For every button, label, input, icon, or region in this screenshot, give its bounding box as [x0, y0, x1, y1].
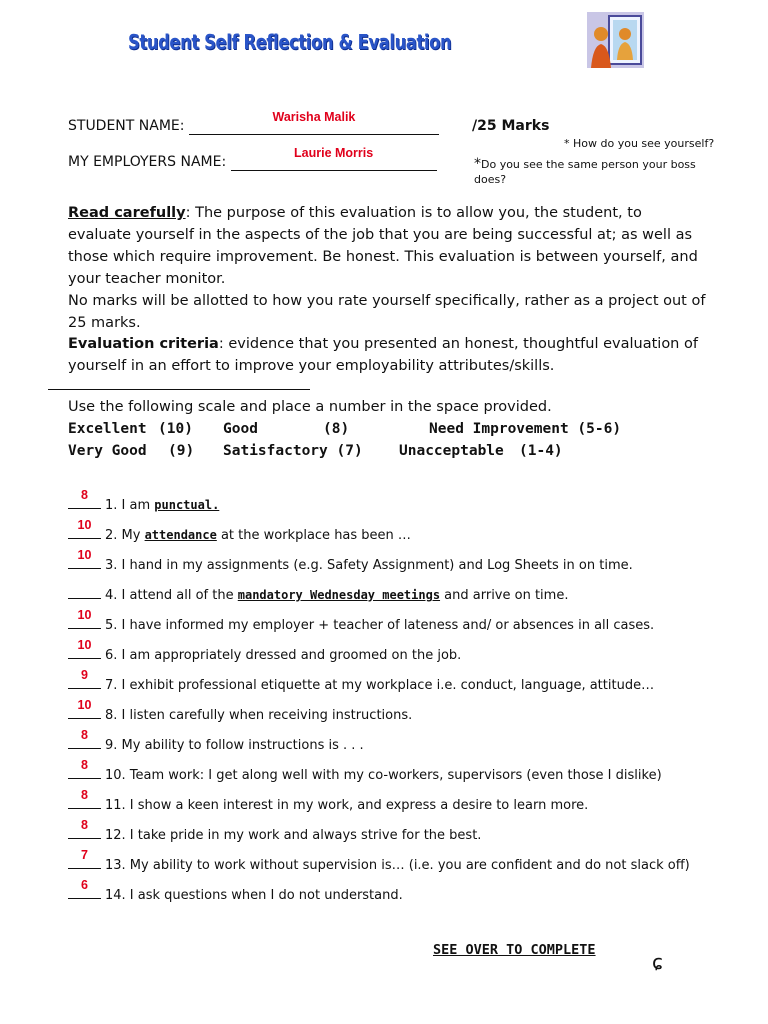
employer-name-field[interactable] — [231, 146, 437, 171]
scale-excellent: Excellent — [68, 421, 147, 437]
evaluation-criteria-label: Evaluation criteria — [68, 336, 219, 353]
note-boss-sees-cont: does? — [474, 173, 507, 186]
score-value: 10 — [77, 698, 92, 712]
evaluation-item — [68, 758, 662, 783]
score-field[interactable] — [68, 788, 101, 809]
scale-instruction: Use the following scale and place a number in the space provided. — [68, 399, 552, 415]
scale-very-good: Very Good — [68, 443, 147, 459]
note-boss-sees: *Do you see the same person your boss — [474, 156, 696, 172]
scale-satisfactory: Satisfactory (7) — [223, 443, 363, 459]
evaluation-item — [68, 638, 462, 663]
employer-name-row — [68, 146, 437, 171]
item-text: 4. I attend all of the — [105, 588, 238, 603]
evaluation-item — [68, 878, 403, 903]
evaluation-item — [68, 698, 413, 723]
read-carefully-text: : The purpose of this evaluation is to allow you, the student, to evaluate yourself in the aspects of the job that you are being successful at; as well as those which require improvement. Be honest. This evaluation is between yourself, and your teacher monitor. — [68, 205, 698, 287]
evaluation-item — [68, 818, 482, 843]
item-text: 5. I have informed my employer + teacher of lateness and/ or absences in all cases. — [105, 618, 655, 633]
item-text: 1. I am — [105, 498, 155, 513]
item-text: 7. I exhibit professional etiquette at my workplace i.e. conduct, language, attitude… — [105, 678, 655, 693]
item-keyword: attendance — [144, 528, 217, 542]
item-text: 11. I show a keen interest in my work, and express a desire to learn more. — [105, 798, 589, 813]
score-field[interactable] — [68, 488, 101, 509]
score-field[interactable] — [68, 848, 101, 869]
item-text: 8. I listen carefully when receiving instructions. — [105, 708, 413, 723]
item-text: 13. My ability to work without supervision is… (i.e. you are confident and do not slack off) — [105, 858, 690, 873]
score-value: 6 — [81, 878, 88, 892]
score-field[interactable] — [68, 878, 101, 899]
score-field[interactable] — [68, 728, 101, 749]
score-value: 10 — [77, 638, 92, 652]
scale-need-improvement: Need Improvement (5-6) — [429, 421, 622, 437]
score-field[interactable] — [68, 548, 101, 569]
score-value: 10 — [77, 548, 92, 562]
score-field[interactable] — [68, 698, 101, 719]
no-marks-text: No marks will be allotted to how you rate yourself specifically, rather as a project out of 25 marks. — [68, 292, 706, 331]
item-text: 12. I take pride in my work and always strive for the best. — [105, 828, 482, 843]
evaluation-item — [68, 548, 633, 573]
employer-name-value: Laurie Morris — [294, 146, 374, 160]
item-text: 3. I hand in my assignments (e.g. Safety Assignment) and Log Sheets in on time. — [105, 558, 633, 573]
item-text: 2. My — [105, 528, 145, 543]
item-text: 9. My ability to follow instructions is . . . — [105, 738, 364, 753]
score-field[interactable] — [68, 608, 101, 629]
employer-name-label: MY EMPLOYERS NAME: — [68, 154, 227, 170]
student-name-value: Warisha Malik — [272, 110, 356, 124]
page-title: Student Self Reflection & Evaluation — [128, 30, 452, 54]
evaluation-item — [68, 608, 655, 633]
score-field[interactable] — [68, 638, 101, 659]
marks-label: /25 Marks — [472, 118, 550, 134]
score-value: 8 — [81, 788, 88, 802]
evaluation-item — [68, 518, 411, 543]
scale-good-value: (8) — [323, 421, 350, 437]
read-carefully-label: Read carefully — [68, 205, 186, 221]
item-text-end: at the workplace has been … — [216, 528, 411, 543]
student-name-label: STUDENT NAME: — [68, 118, 185, 134]
see-over-note: SEE OVER TO COMPLETE — [433, 942, 596, 958]
score-value: 8 — [81, 488, 88, 502]
score-field[interactable] — [68, 758, 101, 779]
scale-unacceptable-value: (1-4) — [519, 443, 563, 459]
scale-unacceptable: Unacceptable — [399, 443, 504, 459]
score-value: 7 — [81, 848, 88, 862]
score-field[interactable] — [68, 668, 101, 689]
evaluation-item — [68, 848, 690, 873]
score-field[interactable] — [68, 818, 101, 839]
item-text: 6. I am appropriately dressed and groomed on the job. — [105, 648, 462, 663]
scale-excellent-value: (10) — [158, 421, 193, 437]
evaluation-item — [68, 586, 568, 603]
scale-very-good-value: (9) — [168, 443, 195, 459]
score-field[interactable] — [68, 518, 101, 539]
note-how-see-yourself: * How do you see yourself? — [564, 137, 715, 150]
score-value: 8 — [81, 728, 88, 742]
item-keyword: mandatory Wednesday meetings — [237, 588, 441, 602]
student-name-field[interactable] — [189, 110, 439, 135]
item-text: 14. I ask questions when I do not understand. — [105, 888, 403, 903]
evaluation-item — [68, 668, 655, 693]
score-value: 10 — [77, 608, 92, 622]
student-name-row — [68, 110, 439, 135]
item-text: 10. Team work: I get along well with my co-workers, supervisors (even those I dislike) — [105, 768, 662, 783]
score-value: 8 — [81, 758, 88, 772]
item-keyword: punctual. — [154, 498, 220, 512]
mirror-reflection-icon — [587, 12, 644, 68]
evaluation-criteria-text: : evidence that you presented an honest, thoughtful evaluation of yourself in an effort to improve your employability attributes/skills. — [68, 336, 698, 375]
evaluation-item — [68, 788, 589, 813]
handwritten-mark: ɕ — [652, 950, 663, 974]
scale-good: Good — [223, 421, 258, 437]
read-carefully-paragraph — [68, 203, 708, 378]
evaluation-item — [68, 728, 364, 753]
score-value: 10 — [77, 518, 92, 532]
score-value: 9 — [81, 668, 88, 682]
note-star: * — [474, 156, 481, 172]
divider — [48, 389, 310, 390]
score-field[interactable] — [68, 586, 101, 599]
evaluation-item — [68, 488, 220, 513]
score-value: 8 — [81, 818, 88, 832]
item-text-end: and arrive on time. — [440, 588, 569, 603]
